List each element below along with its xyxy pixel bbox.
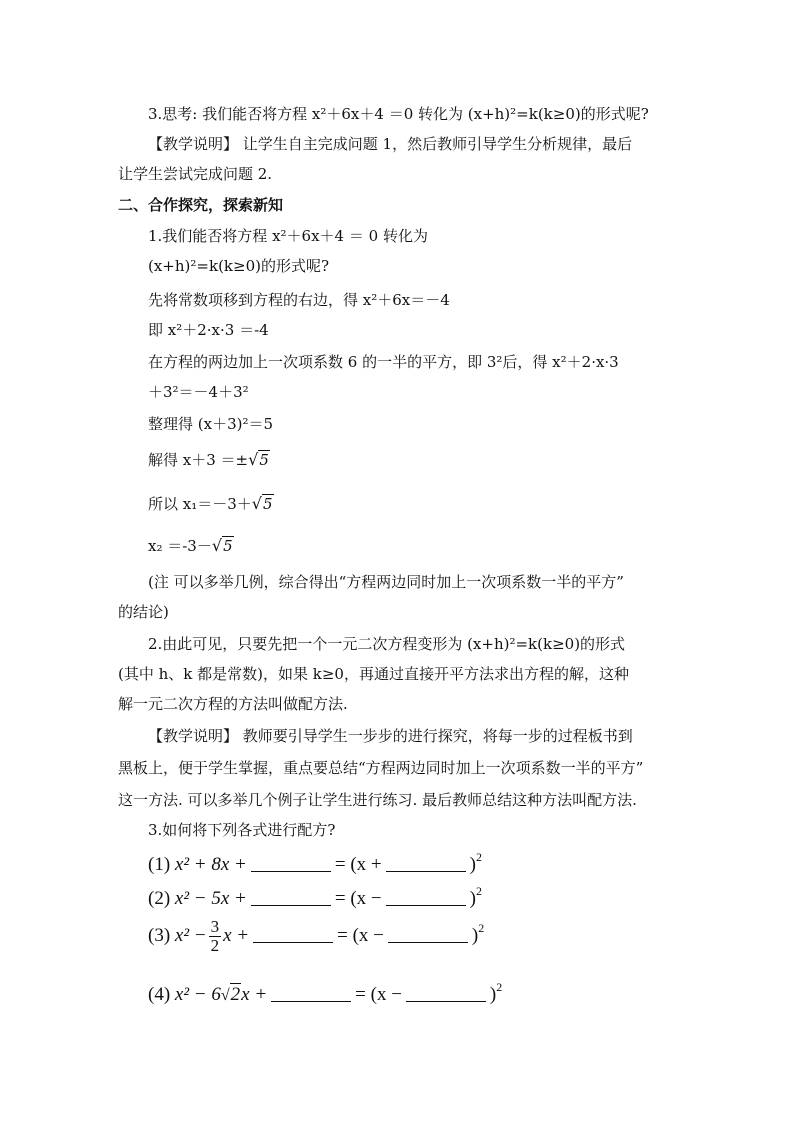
root-x1: 所以 x₁＝－3＋√5 <box>148 494 273 513</box>
fraction-3-2: $\frac{3}{2}$ <box>210 917 220 955</box>
question-1: 1.我们能否将方程 x²＋6x＋4 ＝ 0 转化为 <box>148 227 428 245</box>
sqrt-2: √2 <box>220 984 241 1005</box>
exercise-4: (4) x² − 6√2x + = $(x - )^2$ <box>148 980 503 1005</box>
conclusion-2-cont: (其中 h、k 都是常数)，如果 k≥0，再通过直接开平方法求出方程的解，这种 <box>118 665 629 683</box>
think-question-3: 3.思考: 我们能否将方程 x²＋6x＋4 ＝0 转化为 (x+h)²=k(k≥0)的形式呢? <box>148 105 649 123</box>
teaching-note-1-cont: 让学生尝试完成问题 2. <box>118 165 273 183</box>
question-3: 3.如何将下列各式进行配方? <box>148 821 336 839</box>
note-examples: (注 可以多举几例，综合得出“方程两边同时加上一次项系数一半的平方” <box>148 573 624 591</box>
answer-blank[interactable] <box>251 855 331 872</box>
exercise-3: (3) x² − $\frac{3}{2}$ x + = $(x - )^2$ <box>148 917 485 955</box>
answer-blank[interactable] <box>271 985 351 1002</box>
step-add-square: 在方程的两边加上一次项系数 6 的一半的平方，即 3²后，得 x²＋2·x·3 <box>148 353 619 371</box>
sqrt-5: √5 <box>248 450 269 469</box>
step-move-constant: 先将常数项移到方程的右边，得 x²＋6x＝－4 <box>148 291 450 309</box>
step-add-square-cont: ＋3²＝－4＋3² <box>148 383 249 401</box>
teaching-note-1: 【教学说明】 让学生自主完成问题 1，然后教师引导学生分析规律，最后 <box>148 135 633 153</box>
note-examples-cont: 的结论) <box>118 603 169 621</box>
answer-blank[interactable] <box>386 889 466 906</box>
conclusion-2-end: 解一元二次方程的方法叫做配方法. <box>118 695 348 713</box>
exercise-2: (2) x² − 5x + = $(x - )^2$ <box>148 884 482 909</box>
answer-blank[interactable] <box>406 985 486 1002</box>
step-solve: 解得 x＋3 ＝±√5 <box>148 450 269 469</box>
answer-blank[interactable] <box>388 926 468 943</box>
root-x2: x₂ ＝-3－√5 <box>148 536 233 555</box>
step-rewrite: 即 x²＋2·x·3 ＝-4 <box>148 321 269 339</box>
answer-blank[interactable] <box>251 889 331 906</box>
answer-blank[interactable] <box>386 855 466 872</box>
question-1-cont: (x+h)²=k(k≥0)的形式呢? <box>148 257 330 275</box>
teaching-note-2: 【教学说明】 教师要引导学生一步步的进行探究，将每一步的过程板书到 <box>148 727 633 745</box>
sqrt-5: √5 <box>211 536 233 555</box>
section-heading: 二、合作探究，探索新知 <box>118 196 284 214</box>
conclusion-2: 2.由此可见，只要先把一个一元二次方程变形为 (x+h)²=k(k≥0)的形式 <box>148 635 626 653</box>
sqrt-5: √5 <box>251 494 273 513</box>
answer-blank[interactable] <box>253 926 333 943</box>
teaching-note-2-end: 这一方法. 可以多举几个例子让学生进行练习. 最后教师总结这种方法叫配方法. <box>118 791 637 809</box>
step-simplify: 整理得 (x＋3)²＝5 <box>148 415 274 433</box>
teaching-note-2-cont: 黑板上，便于学生掌握，重点要总结“方程两边同时加上一次项系数一半的平方” <box>118 759 644 777</box>
exercise-1: (1) x² + 8x + = $(x + )^2$ <box>148 850 482 875</box>
